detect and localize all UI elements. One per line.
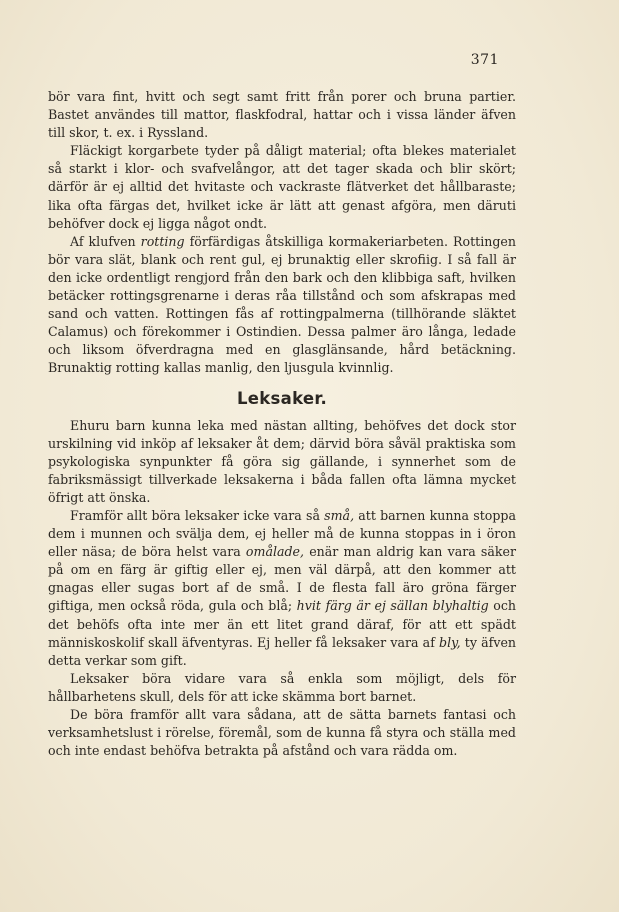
text-run: enär man aldrig kan vara säker på om en färg är giftig eller ej, men väl därpå, att den kommer att gnagas eller sugas bort af de små. I de flesta fall äro gröna färger giftiga, men också röda, gula och blå; [48, 544, 516, 614]
text-run: förfärdigas åtskilliga kormakeriarbeten. Rottingen bör vara slät, blank och rent gul, ej brunaktig eller skrofiig. I så fall är den icke ordentligt rengjord från den bark och den klibbiga saft, hvilken betäcker rottingsgrenarne i deras råa tillstånd och som afskrapas med sand och vatten. Rottingen fås af rottingpalmerna (tillhörande släktet Calamus) och förekommer i Ostindien. Dessa palmer äro långa, ledade och liksom öfverdragna med en glasglänsande, hård betäckning. Brunaktig rotting kallas manlig, den ljusgula kvinnlig. [48, 233, 517, 376]
text-run: Framför allt böra leksaker icke vara så [70, 507, 325, 523]
paragraph [48, 706, 516, 760]
text-run: att barnen kunna stoppa dem i munnen och svälja dem, ej heller må de kunna stoppas in i öron eller näsa; de böra helst vara [48, 507, 516, 560]
paragraph [48, 507, 516, 670]
page-number: 371 [470, 52, 499, 68]
text-run: och det behöfs ofta inte mer än ett litet grand däraf, för att ett spädt människoskolif skall äfventyras. Ej heller få leksaker vara af [48, 598, 516, 650]
emphasis-text: rotting [140, 233, 185, 249]
section-heading: Leksaker. [236, 388, 328, 408]
text-run: bör vara fint, hvitt och segt samt fritt från porer och bruna partier. Bastet användes till mattor, flaskfodral, hattar och i vissa länder äfven till skor, t. ex. i Ryssland. [48, 89, 516, 141]
page-text [48, 88, 516, 760]
emphasis-text: omålade, [245, 544, 305, 560]
emphasis-text: små, [324, 507, 355, 523]
paragraph [48, 417, 516, 507]
emphasis-text: hvit färg är ej sällan blyhaltig [296, 598, 489, 614]
emphasis-text: bly, [439, 634, 461, 650]
paragraph [48, 233, 516, 378]
text-run: Ehuru barn kunna leka med nästan allting, behöfves det dock stor urskilning vid inköp af leksaker åt dem; därvid böra såväl praktiska som psykologiska synpunkter få göra sig gällande, i synnerhet som de fabriksmässigt tillverkade leksakerna i båda fallen ofta lämna mycket öfrigt att önska. [48, 417, 516, 505]
text-run: Leksaker böra vidare vara så enkla som möjligt, dels för hållbarhetens skull, dels för att icke skämma bort barnet. [48, 670, 516, 704]
paragraph [48, 88, 516, 142]
paragraph [48, 142, 516, 232]
text-run: Af klufven [70, 233, 141, 249]
paragraph [48, 670, 516, 706]
text-run: De böra framför allt vara sådana, att de sätta barnets fantasi och verksamhetslust i rörelse, föremål, som de kunna få styra och ställa med och inte endast behöfva betrakta på afstånd och vara rädda om. [48, 707, 516, 759]
text-run: ty äfven detta verkar som gift. [48, 634, 517, 668]
text-run: Fläckigt korgarbete tyder på dåligt material; ofta blekes materialet så starkt i klor- och svafvelångor, att det tager skada och blir skört; därför är ej alltid det hvitaste och vackraste flätverket det hållbaraste; lika ofta färgas det, hvilket icke är lätt att genast afgöra, men däruti behöfver dock ej ligga något ondt. [48, 143, 516, 231]
